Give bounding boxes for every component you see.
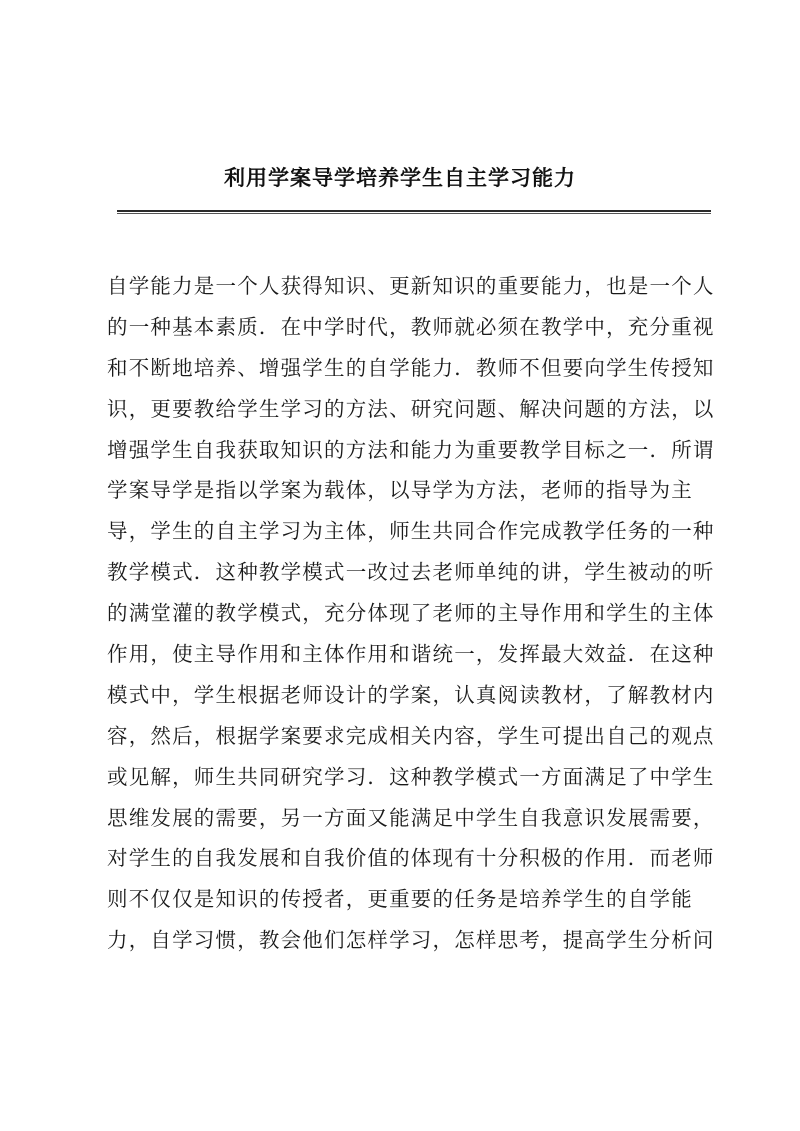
paragraph-line: 教学模式．这种教学模式一改过去老师单纯的讲，学生被动的听 <box>107 560 715 585</box>
paragraph-line: 和不断地培养、增强学生的自学能力．教师不但要向学生传授知 <box>107 355 715 380</box>
paragraph-line: 对学生的自我发展和自我价值的体现有十分积极的作用．而老师 <box>107 846 715 871</box>
document-title: 利用学案导学培养学生自主学习能力 <box>224 165 576 190</box>
body-paragraph <box>107 266 715 961</box>
paragraph-line: 力，自学习惯，教会他们怎样学习，怎样思考，提高学生分析问 <box>107 928 715 953</box>
paragraph-line: 增强学生自我获取知识的方法和能力为重要教学目标之一．所谓 <box>107 437 715 462</box>
paragraph-line: 作用，使主导作用和主体作用和谐统一，发挥最大效益．在这种 <box>107 642 715 667</box>
paragraph-line: 或见解，师生共同研究学习．这种教学模式一方面满足了中学生 <box>107 764 715 789</box>
paragraph-line: 模式中，学生根据老师设计的学案，认真阅读教材，了解教材内 <box>107 682 715 707</box>
paragraph-line: 的满堂灌的教学模式，充分体现了老师的主导作用和学生的主体 <box>107 601 715 626</box>
paragraph-line: 学案导学是指以学案为载体，以导学为方法，老师的指导为主 <box>107 478 693 503</box>
title-divider <box>117 210 711 214</box>
paragraph-line: 自学能力是一个人获得知识、更新知识的重要能力，也是一个人 <box>107 274 715 298</box>
paragraph-line: 导，学生的自主学习为主体，师生共同合作完成教学任务的一种 <box>107 519 715 544</box>
paragraph-line: 思维发展的需要，另一方面又能满足中学生自我意识发展需要， <box>107 805 715 830</box>
paragraph-line: 则不仅仅是知识的传授者，更重要的任务是培养学生的自学能 <box>107 887 693 912</box>
paragraph-line: 识，更要教给学生学习的方法、研究问题、解决问题的方法，以 <box>107 396 715 421</box>
paragraph-line: 的一种基本素质．在中学时代，教师就必须在教学中，充分重视 <box>107 314 715 339</box>
paragraph-line: 容，然后，根据学案要求完成相关内容，学生可提出自己的观点 <box>107 723 715 748</box>
